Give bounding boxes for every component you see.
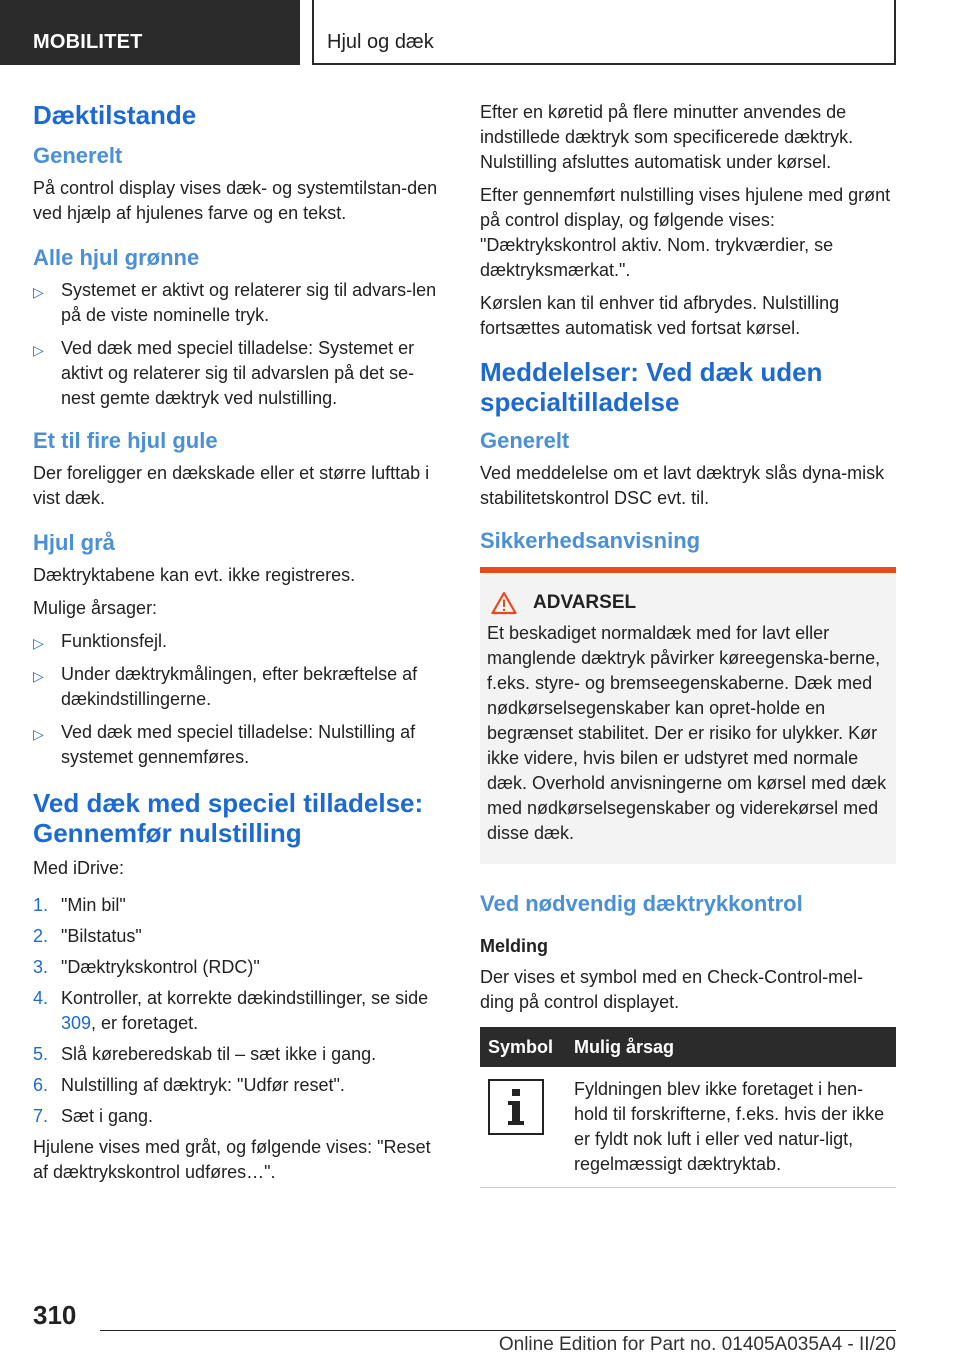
safety-heading: Sikkerhedsanvisning bbox=[480, 528, 701, 553]
symbol-table bbox=[480, 1027, 896, 1188]
yellow-text: Der foreligger en dækskade eller et større lufttab i vist dæk. bbox=[33, 463, 430, 508]
list-item: 2. "Bilstatus" bbox=[33, 926, 142, 946]
page-title: Dæktilstande bbox=[33, 100, 197, 130]
list-item: 1. "Min bil" bbox=[33, 895, 126, 915]
triangle-bullet-icon: ▷ bbox=[33, 726, 44, 742]
special-heading: Ved dæk med speciel tilladelse: Gennemfør nulstilling bbox=[33, 788, 424, 848]
column-header-cause: Mulig årsag bbox=[566, 1027, 896, 1067]
grey-heading: Hjul grå bbox=[33, 530, 115, 555]
page-number: 310 bbox=[33, 1300, 77, 1330]
info-icon bbox=[488, 1079, 544, 1135]
page-link[interactable]: 309 bbox=[61, 1013, 92, 1033]
required-heading: Ved nødvendig dæktrykkontrol bbox=[480, 891, 803, 916]
green-heading: Alle hjul grønne bbox=[33, 245, 200, 270]
list-item: ▷ Funktionsfejl. bbox=[33, 629, 443, 654]
grey-text-2: Mulige årsager: bbox=[33, 598, 158, 618]
table-row bbox=[480, 1067, 896, 1188]
messages-generelt-heading: Generelt bbox=[480, 428, 570, 453]
list-item: 3. "Dæktrykskontrol (RDC)" bbox=[33, 957, 260, 977]
page-header bbox=[0, 0, 960, 66]
warning-triangle-icon bbox=[491, 591, 517, 615]
melding-label: Melding bbox=[480, 936, 548, 956]
warning-box bbox=[480, 567, 896, 864]
list-item: 6. Nulstilling af dæktryk: "Udfør reset". bbox=[33, 1075, 345, 1095]
section-label: MOBILITET bbox=[0, 0, 300, 65]
column-header-symbol: Symbol bbox=[480, 1027, 566, 1067]
reset-paragraph-1: Efter en køretid på flere minutter anvendes de indstillede dæktryk som specificerede dæktryk. Nulstilling afsluttes automatisk under kørsel. bbox=[480, 102, 854, 172]
triangle-bullet-icon: ▷ bbox=[33, 668, 44, 684]
table-header-row bbox=[480, 1027, 896, 1067]
generelt-text: På control display vises dæk- og systemtilstan-den ved hjælp af hjulenes farve og en tekst. bbox=[33, 178, 438, 223]
list-item: ▷ Ved dæk med speciel tilladelse: Nulstilling af systemet gennemføres. bbox=[33, 722, 416, 767]
list-item: ▷ Ved dæk med speciel tilladelse: Systemet er aktivt og relaterer sig til advarslen på det se-nest gemte dæktryk ved nulstilling. bbox=[33, 338, 415, 408]
grey-list bbox=[33, 629, 443, 770]
topic-label: Hjul og dæk bbox=[312, 0, 896, 65]
triangle-bullet-icon: ▷ bbox=[33, 342, 44, 358]
warning-text: Et beskadiget normaldæk med for lavt eller manglende dæktryk påvirker køreegenska-berne, f.eks. styre- og bremseegenskaberne. Dæk med nødkørselsegenskaber kan opret-holde en begrænset stabilitet. Der er risiko for ulykker. Kør ikke videre, hvis bilen er udstyret med normale dæk. Overhold anvisningerne om kørsel med dæk med nødkørselsegenskaber og viderekørsel med disse dæk. bbox=[487, 623, 887, 843]
list-item: 7. Sæt i gang. bbox=[33, 1106, 154, 1126]
messages-generelt-text: Ved meddelelse om et lavt dæktryk slås dyna-misk stabilitetskontrol DSC evt. til. bbox=[480, 463, 885, 508]
list-item: ▷ Systemet er aktivt og relaterer sig til advars-len på de viste nominelle tryk. bbox=[33, 280, 437, 325]
messages-title: Meddelelser: Ved dæk uden specialtilladelse bbox=[480, 357, 823, 417]
right-column bbox=[480, 100, 896, 1188]
edition-text: Online Edition for Part no. 01405A035A4 - II/20 bbox=[498, 1334, 896, 1355]
cause-cell: Fyldningen blev ikke foretaget i hen-hold til forskrifterne, f.eks. hvis der ikke er fyldt nok luft i eller ved natur-ligt, regelmæssigt dæktryktab. bbox=[566, 1067, 896, 1188]
list-item: 5. Slå køreberedskab til – sæt ikke i gang. bbox=[33, 1044, 377, 1064]
left-column bbox=[33, 100, 443, 1193]
symbol-cell bbox=[480, 1067, 566, 1188]
special-intro: Med iDrive: bbox=[33, 858, 125, 878]
reset-paragraph-3: Kørslen kan til enhver tid afbrydes. Nulstilling fortsættes automatisk ved fortsat kørsel. bbox=[480, 293, 840, 338]
list-item: ▷ Under dæktrykmålingen, efter bekræftelse af dækindstillingerne. bbox=[33, 664, 418, 709]
triangle-bullet-icon: ▷ bbox=[33, 284, 44, 300]
grey-text-1: Dæktryktabene kan evt. ikke registreres. bbox=[33, 565, 356, 585]
special-outro: Hjulene vises med gråt, og følgende vises: "Reset af dæktrykskontrol udføres…". bbox=[33, 1137, 431, 1182]
generelt-heading: Generelt bbox=[33, 143, 123, 168]
list-item: 4. Kontroller, at korrekte dækindstillinger, se side 309, er foretaget. bbox=[33, 988, 429, 1033]
triangle-bullet-icon: ▷ bbox=[33, 635, 44, 651]
footer-divider bbox=[100, 1330, 896, 1331]
green-list bbox=[33, 278, 443, 411]
special-steps bbox=[33, 893, 443, 1129]
yellow-heading: Et til fire hjul gule bbox=[33, 428, 218, 453]
warning-header bbox=[487, 591, 888, 615]
melding-text: Der vises et symbol med en Check-Control-mel-ding på control displayet. bbox=[480, 967, 864, 1012]
warning-label: ADVARSEL bbox=[533, 592, 637, 613]
reset-paragraph-2: Efter gennemført nulstilling vises hjulene med grønt på control display, og følgende vises: "Dæktrykskontrol aktiv. Nom. trykværdier, se dæktryksmærkat.". bbox=[480, 185, 891, 280]
